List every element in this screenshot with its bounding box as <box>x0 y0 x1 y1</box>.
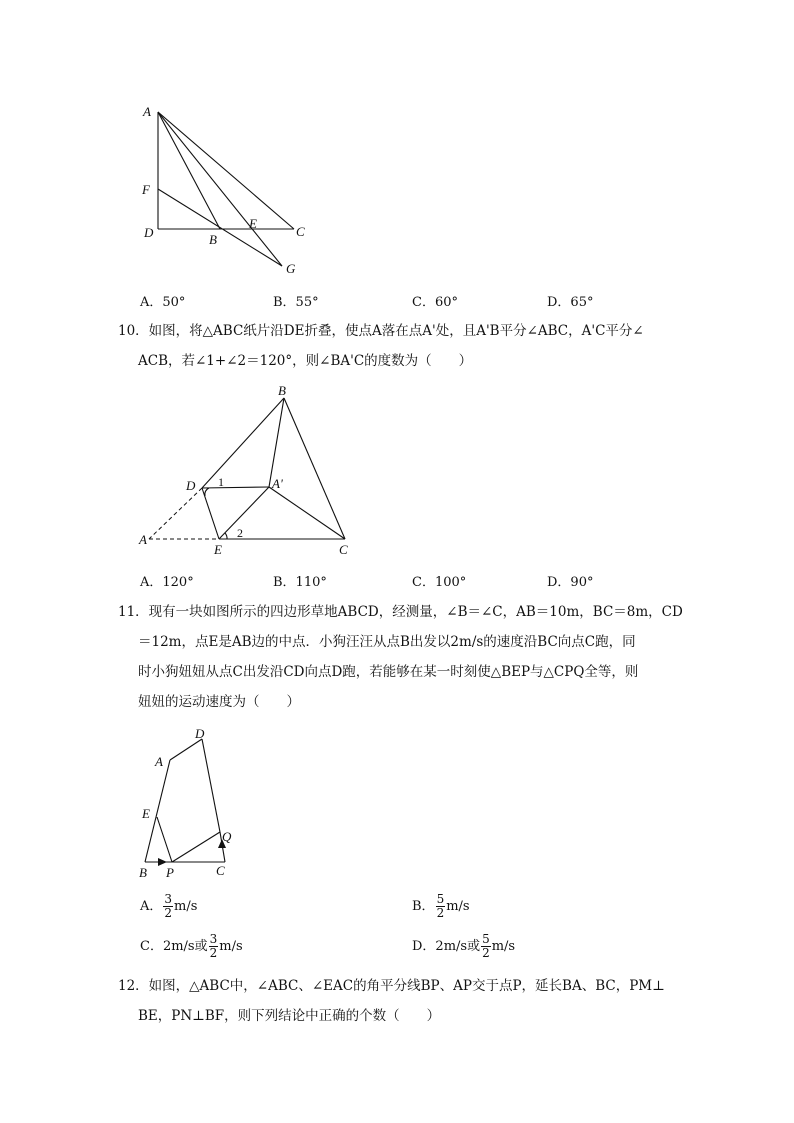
option-a-q11[interactable] <box>140 893 197 920</box>
option-a[interactable]: A．120° <box>140 575 194 590</box>
segment-ac <box>158 112 294 229</box>
question-12-line-1: 12．如图，△ABC中，∠ABC、∠EAC的角平分线BP、AP交于点P，延长BA、BC，PM⊥ <box>118 978 665 994</box>
question-11 <box>118 597 683 717</box>
question-11-line-2: ＝12m，点E是AB边的中点．小狗汪汪从点B出发以2m/s的速度沿BC向点C跑，同 <box>138 634 636 650</box>
figure-q9 <box>130 100 330 280</box>
angle-2-arc <box>225 533 227 539</box>
option-a-prefix: A． <box>140 899 163 914</box>
option-b[interactable]: B．55° <box>273 295 319 310</box>
angle-1-arc <box>205 488 209 496</box>
fraction-numerator: 3 <box>164 892 173 906</box>
option-b-q11[interactable] <box>412 893 470 920</box>
option-c-prefix: C．2m/s或 <box>140 939 208 954</box>
fraction-five-halves <box>436 893 446 920</box>
fraction-denominator: 2 <box>482 946 490 960</box>
question-10-line-2: ACB，若∠1+∠2＝120°，则∠BA'C的度数为（ ） <box>138 353 473 369</box>
label-e: E <box>142 806 150 821</box>
figure-q10 <box>130 380 360 560</box>
question-10-line-1: 10．如图，将△ABC纸片沿DE折叠，使点A落在点A'处，且A'B平分∠ABC，A'C平分∠ <box>118 323 644 339</box>
label-c: C <box>339 542 348 557</box>
label-a-prime: A' <box>272 476 283 491</box>
segment-ad <box>170 739 202 760</box>
segment-a-prime-e <box>219 487 269 539</box>
label-d: D <box>186 478 196 493</box>
option-c-unit: m/s <box>219 939 243 954</box>
label-b: B <box>139 865 147 880</box>
option-d-q11[interactable] <box>412 933 515 960</box>
figure-q10-svg <box>130 380 360 560</box>
segment-ab <box>158 112 220 229</box>
label-f: F <box>142 182 150 197</box>
question-12 <box>118 971 678 1031</box>
label-a: A <box>143 104 151 119</box>
segment-ag <box>158 112 282 266</box>
label-angle-2: 2 <box>237 526 243 540</box>
segment-fg <box>158 189 282 266</box>
label-q: Q <box>222 829 232 844</box>
question-11-line-4: 妞妞的运动速度为（ ） <box>138 694 300 710</box>
label-e: E <box>249 216 257 231</box>
label-b: B <box>278 383 286 398</box>
question-11-line-1: 11．现有一块如图所示的四边形草地ABCD，经测量，∠B＝∠C，AB＝10m，BC＝8m，CD <box>118 604 683 620</box>
fraction-denominator: 2 <box>209 946 218 960</box>
option-c-q11[interactable] <box>140 933 243 960</box>
label-c: C <box>216 863 225 878</box>
fraction-three-halves <box>209 933 219 960</box>
fraction-numerator: 5 <box>482 932 490 946</box>
figure-q11 <box>130 722 250 882</box>
label-e: E <box>214 542 222 557</box>
options-q9 <box>140 291 740 311</box>
option-d-unit: m/s <box>491 939 516 954</box>
option-a-unit: m/s <box>174 899 198 914</box>
option-d-prefix: D．2m/s或 <box>412 939 481 954</box>
question-10 <box>118 316 678 376</box>
label-d: D <box>144 225 154 240</box>
segment-bd <box>202 398 284 488</box>
fraction-five-halves <box>481 933 491 960</box>
label-g: G <box>286 261 296 276</box>
segment-ep <box>157 817 172 862</box>
question-11-line-3: 时小狗妞妞从点C出发沿CD向点D跑，若能够在某一时刻使△BEP与△CPQ全等，则 <box>138 664 639 680</box>
option-b[interactable]: B．110° <box>273 575 327 590</box>
label-c: C <box>296 224 305 239</box>
option-d[interactable]: D．65° <box>547 295 594 310</box>
segment-pq <box>172 832 220 862</box>
question-12-line-2: BE，PN⊥BF，则下列结论中正确的个数（ ） <box>138 1008 441 1024</box>
fraction-numerator: 5 <box>436 892 445 906</box>
segment-da-prime <box>202 487 269 488</box>
fraction-denominator: 2 <box>436 906 445 920</box>
fraction-three-halves <box>163 893 173 920</box>
label-p: P <box>166 865 174 880</box>
label-a: A <box>155 754 163 769</box>
option-d[interactable]: D．90° <box>547 575 594 590</box>
option-a[interactable]: A．50° <box>140 295 186 310</box>
option-c[interactable]: C．100° <box>412 575 467 590</box>
option-b-prefix: B． <box>412 899 435 914</box>
label-angle-1: 1 <box>218 475 224 489</box>
segment-dq <box>202 739 220 832</box>
label-a: A <box>139 532 147 547</box>
option-c[interactable]: C．60° <box>412 295 458 310</box>
dashed-segment-da <box>149 488 202 539</box>
label-d: D <box>195 726 205 741</box>
options-q10 <box>140 571 740 591</box>
figure-q9-svg <box>130 100 330 280</box>
fraction-denominator: 2 <box>164 906 173 920</box>
figure-q11-svg <box>130 722 250 882</box>
fraction-numerator: 3 <box>209 932 218 946</box>
option-b-unit: m/s <box>446 899 470 914</box>
label-b: B <box>209 232 217 247</box>
